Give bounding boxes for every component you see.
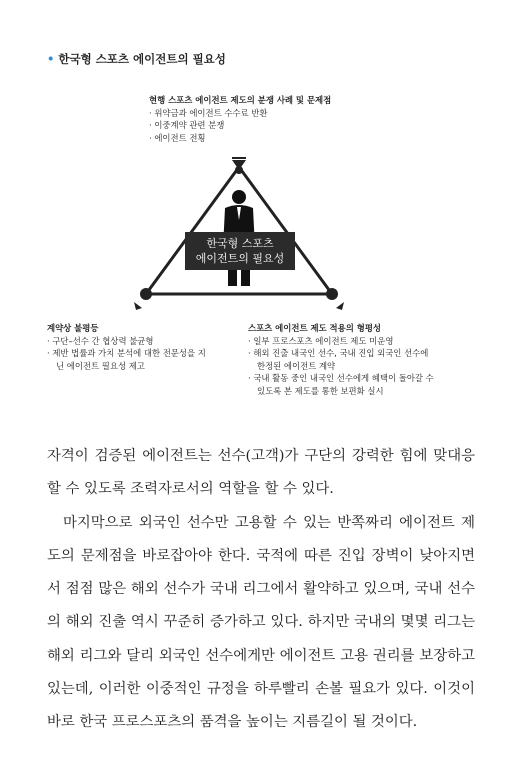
body-paragraphs: [47, 440, 475, 740]
top-issue-box: [149, 94, 331, 144]
list-item: · 일부 프로스포츠 에이전트 제도 미운영: [248, 335, 394, 346]
arrow-marker-icon: [134, 302, 142, 310]
vertex-dot: [140, 288, 152, 300]
arrow-marker-icon: [232, 157, 246, 159]
body-line: 의 해외 진출 역시 꾸준히 증가하고 있다. 하지만 국내의 몇몇 리그는: [47, 614, 475, 631]
vertex-dot: [235, 166, 243, 174]
body-line-text: 마지막으로 외국인 선수만 고용할 수 있는 반쪽짜리 에이전트 제: [63, 514, 475, 531]
left-box-title: 계약상 불평등: [47, 323, 99, 333]
body-line: 바로 한국 프로스포츠의 품격을 높이는 지름길이 될 것이다.: [47, 714, 418, 731]
list-item: 닌 에이전트 필요성 제고: [56, 360, 145, 371]
center-label: [185, 232, 295, 270]
body-line: 서 점점 많은 해외 선수가 국내 리그에서 활약하고 있으며, 국내 선수: [47, 581, 475, 598]
bullet-icon: •: [47, 52, 55, 66]
list-item: 한정된 에이전트 계약: [257, 360, 336, 371]
arrow-marker-icon: [336, 302, 344, 310]
body-line: 자격이 검증된 에이전트는 선수(고객)가 구단의 강력한 힘에 맞대응: [47, 448, 475, 464]
center-label-line: 한국형 스포츠: [206, 237, 274, 250]
body-line: 도의 문제점을 바로잡아야 한다. 국적에 따른 진입 장벽이 낮아지면: [47, 547, 475, 564]
list-item: 있도록 본 제도를 통한 보편화 실시: [257, 385, 384, 396]
right-box-title: 스포츠 에이전트 제도 적용의 형평성: [248, 323, 382, 333]
right-issue-box: [248, 322, 434, 398]
list-item: · 제반 법률과 가치 분석에 대한 전문성을 지: [47, 348, 206, 359]
heading-text: 한국형 스포츠 에이전트의 필요성: [58, 52, 226, 66]
list-item: · 국내 활동 중인 내국인 선수에게 혜택이 돌아갈 수: [248, 373, 434, 384]
triangle-diagram: [126, 150, 356, 310]
list-item: · 위약금과 에이전트 수수료 반환: [149, 107, 268, 118]
list-item: · 구단–선수 간 협상력 불균형: [47, 335, 154, 346]
body-line: 할 수 있도록 조력자로서의 역할을 할 수 있다.: [47, 481, 334, 498]
list-item: · 에이전트 전횡: [149, 132, 206, 143]
list-item: · 이중계약 관련 분쟁: [149, 120, 225, 131]
top-box-title: 현행 스포츠 에이전트 제도의 분쟁 사례 및 문제점: [149, 95, 332, 105]
body-line: 있는데, 이러한 이중적인 규정을 하루빨리 손볼 필요가 있다. 이것이: [47, 681, 475, 698]
body-line: 해외 리그와 달리 외국인 선수에게만 에이전트 고용 권리를 보장하고: [47, 647, 475, 664]
list-item: · 해외 진출 내국인 선수, 국내 진입 외국인 선수에: [248, 348, 429, 359]
section-heading: [47, 51, 226, 67]
body-line: [47, 507, 475, 540]
center-label-line: 에이전트의 필요성: [195, 252, 285, 265]
vertex-dot: [326, 288, 338, 300]
left-issue-box: [47, 322, 206, 372]
